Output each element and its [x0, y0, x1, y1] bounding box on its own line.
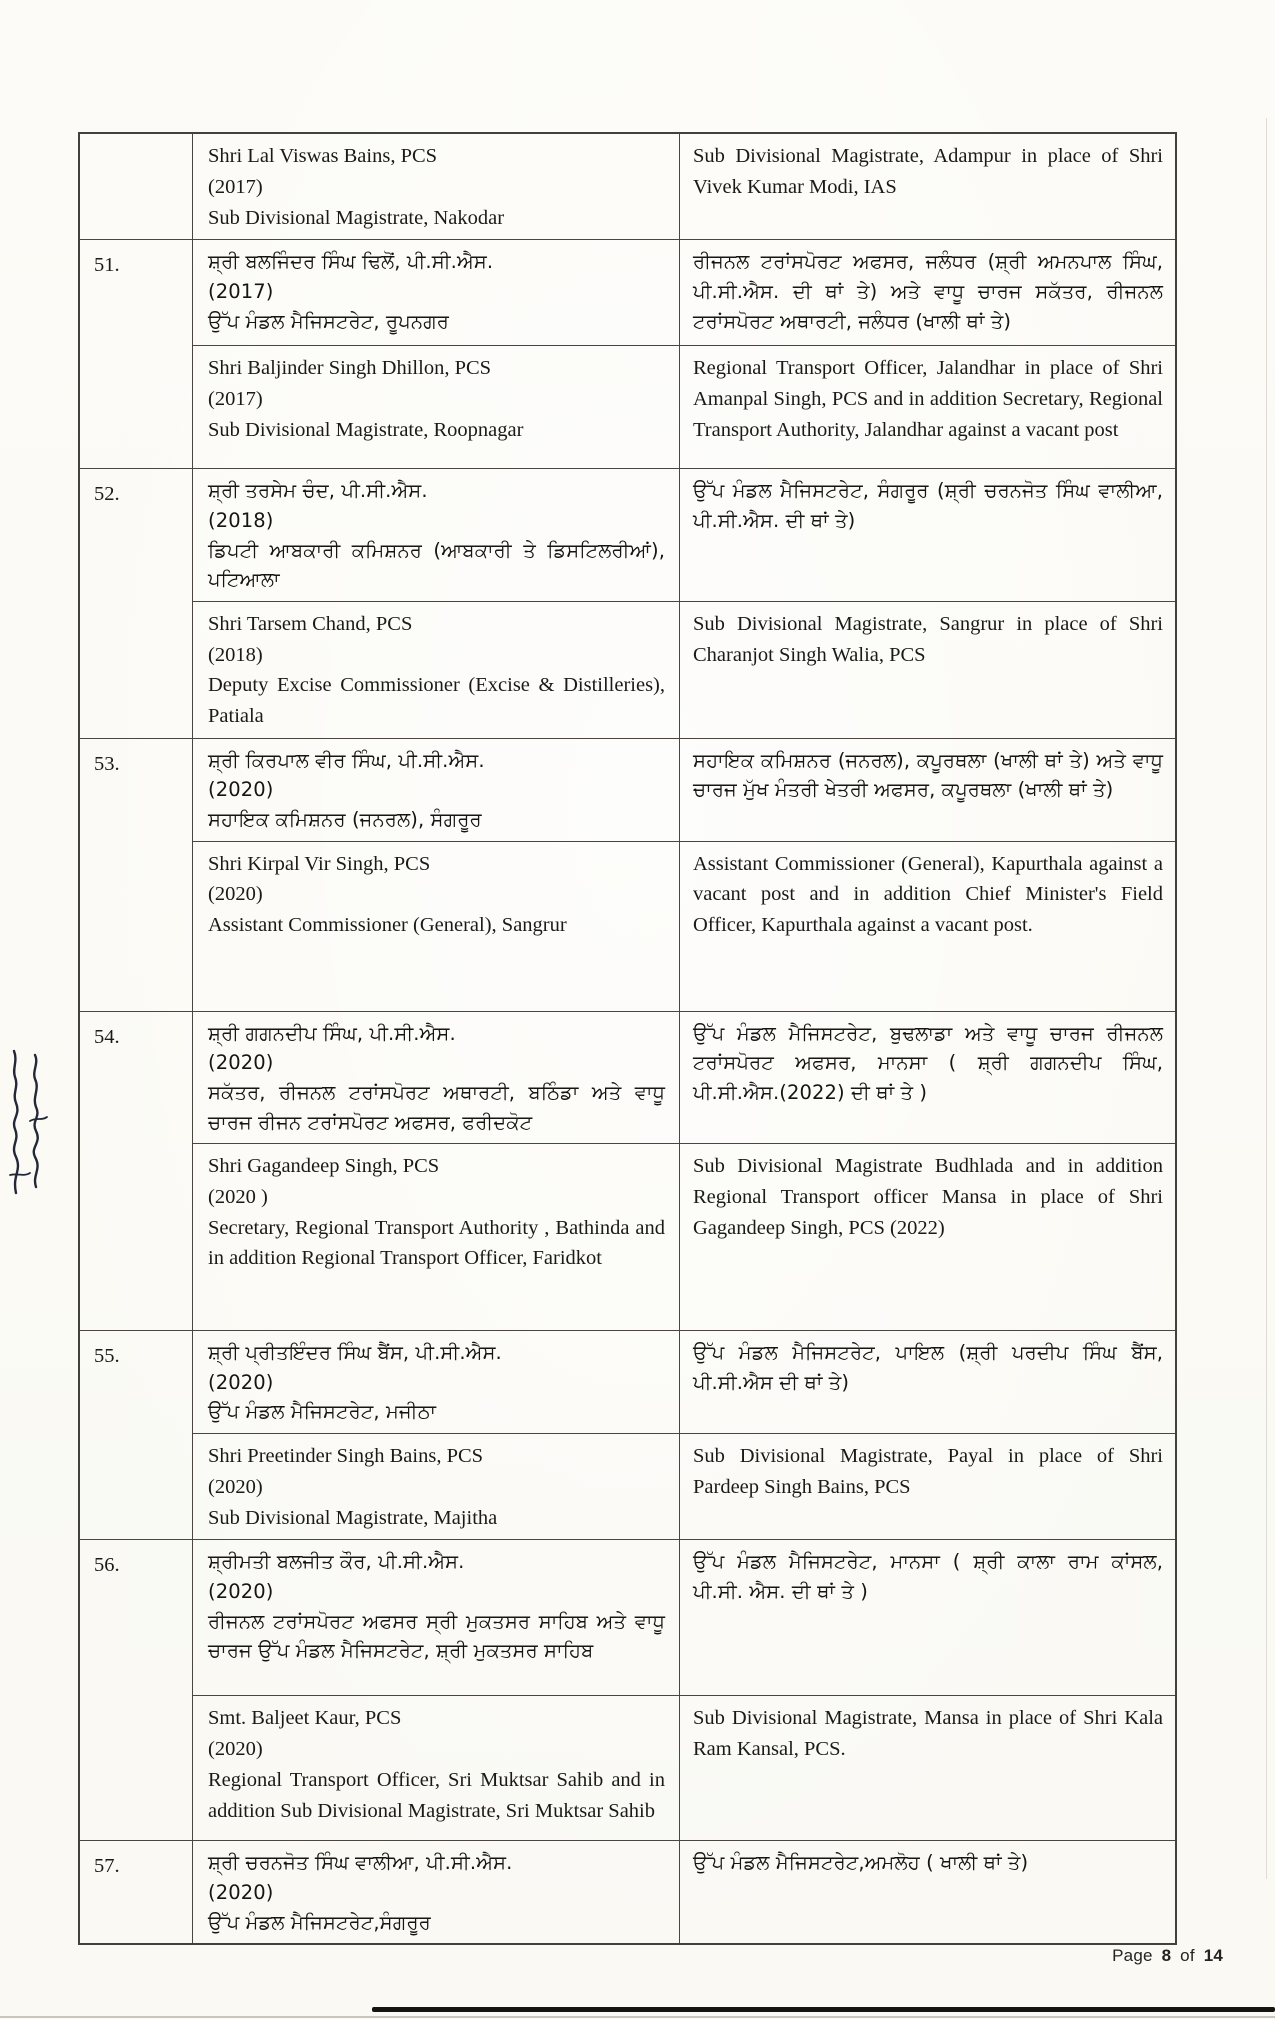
serial-number-cell: 53. [80, 739, 193, 1011]
officer-cell [193, 602, 680, 738]
officer-batch-year: (2017) [208, 175, 263, 198]
officer-designation: Assistant Commissioner (General), Sangrur [208, 914, 567, 937]
row-part-english [193, 841, 1175, 1011]
new-posting-cell: Assistant Commissioner (General), Kapurthala against a vacant post and in addition Chief Minister's Field Officer, Kapurthala against a vacant post. [693, 852, 1163, 937]
table-row [80, 468, 1175, 738]
officer-cell [193, 739, 680, 841]
handwritten-margin-note [2, 1025, 54, 1205]
officer-designation: ਡਿਪਟੀ ਆਬਕਾਰੀ ਕਮਿਸ਼ਨਰ (ਆਬਕਾਰੀ ਤੇ ਡਿਸਟਿਲਰੀਆਂ), ਪਟਿਆਲਾ [208, 538, 665, 592]
officer-designation: ਸਕੱਤਰ, ਰੀਜਨਲ ਟਰਾਂਸਪੋਰਟ ਅਥਾਰਟੀ, ਬਠਿੰਡਾ ਅਤੇ ਵਾਧੂ ਚਾਰਜ ਰੀਜਨ ਟਰਾਂਸਪੋਰਟ ਅਫਸਰ, ਫਰੀਦਕੋਟ [208, 1080, 665, 1134]
table-row [80, 1011, 1175, 1331]
officer-designation: ਉੱਪ ਮੰਡਲ ਮੈਜਿਸਟਰੇਟ, ਰੂਪਨਗਰ [208, 309, 450, 333]
officer-cell [193, 1331, 680, 1433]
scan-artifact-bottom-line [372, 2007, 1275, 2012]
officer-name: Shri Kirpal Vir Singh, PCS [208, 852, 431, 875]
officer-cell [193, 1540, 680, 1695]
new-posting-cell: ਉੱਪ ਮੰਡਲ ਮੈਜਿਸਟਰੇਟ, ਪਾਇਲ (ਸ਼੍ਰੀ ਪਰਦੀਪ ਸਿੰਘ ਬੈਂਸ, ਪੀ.ਸੀ.ਐਸ ਦੀ ਥਾਂ ਤੇ) [693, 1341, 1163, 1394]
officer-name: Shri Baljinder Singh Dhillon, PCS [208, 357, 492, 380]
serial-number-cell: 56. [80, 1540, 193, 1840]
officer-cell [193, 1434, 680, 1539]
row-part-punjabi [193, 1841, 1175, 1943]
row-parts [193, 739, 1175, 1011]
page-footer [1112, 1946, 1223, 1966]
officer-batch-year: (2020) [208, 1880, 274, 1904]
officer-name: Shri Tarsem Chand, PCS [208, 612, 413, 635]
officer-designation: Regional Transport Officer, Sri Muktsar Sahib and in addition Sub Divisional Magistrate, Sri Muktsar Sahib [208, 1768, 665, 1822]
table-row [80, 239, 1175, 468]
officer-designation: ਸਹਾਇਕ ਕਮਿਸ਼ਨਰ (ਜਨਰਲ), ਸੰਗਰੂਰ [208, 808, 482, 831]
officer-name: Shri Gagandeep Singh, PCS [208, 1155, 440, 1178]
officer-designation: Sub Divisional Magistrate, Majitha [208, 1506, 498, 1529]
row-parts [193, 1331, 1175, 1539]
new-posting-cell: ਉੱਪ ਮੰਡਲ ਮੈਜਿਸਟਰੇਟ, ਮਾਨਸਾ ( ਸ਼੍ਰੀ ਕਾਲਾ ਰਾਮ ਕਾਂਸਲ, ਪੀ.ਸੀ. ਐਸ. ਦੀ ਥਾਂ ਤੇ ) [693, 1550, 1163, 1603]
officer-batch-year: (2017) [208, 388, 263, 410]
row-parts [193, 1841, 1175, 1943]
serial-number-cell [80, 134, 193, 239]
table-row [80, 1840, 1175, 1943]
officer-cell [193, 842, 680, 1011]
officer-designation: Deputy Excise Commissioner (Excise & Distilleries), Patiala [208, 674, 665, 727]
new-posting-cell: Sub Divisional Magistrate, Payal in place of Shri Pardeep Singh Bains, PCS [693, 1445, 1163, 1498]
officer-designation: ਰੀਜਨਲ ਟਰਾਂਸਪੋਰਟ ਅਫਸਰ ਸ੍ਰੀ ਮੁਕਤਸਰ ਸਾਹਿਬ ਅਤੇ ਵਾਧੂ ਚਾਰਜ ਉੱਪ ਮੰਡਲ ਮੈਜਿਸਟਰੇਟ, ਸ਼੍ਰੀ ਮੁਕਤਸਰ ਸਾਹਿਬ [208, 1609, 665, 1663]
officer-name: ਸ਼੍ਰੀ ਚਰਨਜੋਤ ਸਿੰਘ ਵਾਲੀਆ, ਪੀ.ਸੀ.ਐਸ. [208, 1851, 513, 1875]
officer-name: ਸ਼੍ਰੀ ਕਿਰਪਾਲ ਵੀਰ ਸਿੰਘ, ਪੀ.ਸੀ.ਐਸ. [208, 748, 485, 772]
officer-batch-year: (2020) [208, 1370, 274, 1394]
serial-number-cell: 57. [80, 1841, 193, 1943]
row-part-english [193, 1143, 1175, 1330]
serial-number-cell: 51. [80, 240, 193, 468]
row-parts [193, 240, 1175, 468]
officer-batch-year: (2018) [208, 643, 263, 666]
officer-cell [193, 1144, 680, 1330]
officer-cell [193, 1012, 680, 1144]
row-part-english [193, 1433, 1175, 1539]
row-part-punjabi [193, 1012, 1175, 1144]
new-posting-cell: ਰੀਜਨਲ ਟਰਾਂਸਪੋਰਟ ਅਫਸਰ, ਜਲੰਧਰ (ਸ਼੍ਰੀ ਅਮਨਪਾਲ ਸਿੰਘ, ਪੀ.ਸੀ.ਐਸ. ਦੀ ਥਾਂ ਤੇ) ਅਤੇ ਵਾਧੂ ਚਾਰਜ ਸਕੱਤਰ, ਰੀਜਨਲ ਟਰਾਂਸਪੋਰਟ ਅਥਾਰਟੀ, ਜਲੰਧਰ (ਖਾਲੀ ਥਾਂ ਤੇ) [693, 250, 1163, 333]
officer-cell [193, 134, 680, 239]
new-posting-cell: Sub Divisional Magistrate, Adampur in place of Shri Vivek Kumar Modi, IAS [693, 145, 1163, 198]
officer-batch-year: (2017) [208, 279, 274, 303]
officer-name: ਸ਼੍ਰੀ ਪ੍ਰੀਤਇੰਦਰ ਸਿੰਘ ਬੈਂਸ, ਪੀ.ਸੀ.ਐਸ. [208, 1341, 502, 1365]
row-part-punjabi [193, 739, 1175, 841]
scan-artifact-right-edge [1266, 118, 1267, 1879]
officer-batch-year: (2020) [208, 1475, 263, 1498]
officer-batch-year: (2020) [208, 778, 274, 802]
footer-label-of: of [1180, 1946, 1195, 1965]
table-row [80, 1539, 1175, 1840]
officer-name: ਸ਼੍ਰੀ ਬਲਜਿੰਦਰ ਸਿੰਘ ਢਿਲੋਂ, ਪੀ.ਸੀ.ਐਸ. [208, 250, 494, 274]
row-part-punjabi [193, 1331, 1175, 1433]
officer-name: Smt. Baljeet Kaur, PCS [208, 1707, 402, 1730]
officer-cell [193, 1841, 680, 1943]
new-posting-cell: Sub Divisional Magistrate, Mansa in place of Shri Kala Ram Kansal, PCS. [693, 1707, 1163, 1760]
serial-number-cell: 54. [80, 1012, 193, 1331]
officer-batch-year: (2018) [208, 508, 274, 532]
row-part-english [193, 345, 1175, 468]
officer-batch-year: (2020) [208, 1579, 274, 1603]
officer-name: Shri Lal Viswas Bains, PCS [208, 145, 438, 167]
row-part-english [193, 1695, 1175, 1840]
officer-designation: ਉੱਪ ਮੰਡਲ ਮੈਜਿਸਟਰੇਟ, ਮਜੀਠਾ [208, 1400, 437, 1424]
officer-cell [193, 240, 680, 345]
row-part-english [193, 601, 1175, 738]
officer-designation: Secretary, Regional Transport Authority , Bathinda and in addition Regional Transport Officer, Faridkot [208, 1216, 665, 1270]
new-posting-cell: ਉੱਪ ਮੰਡਲ ਮੈਜਿਸਟਰੇਟ,ਅਮਲੋਹ ( ਖਾਲੀ ਥਾਂ ਤੇ) [693, 1851, 1029, 1875]
row-parts [193, 1012, 1175, 1331]
officer-name: ਸ਼੍ਰੀ ਗਗਨਦੀਪ ਸਿੰਘ, ਪੀ.ਸੀ.ਐਸ. [208, 1021, 456, 1045]
new-posting-cell: ਸਹਾਇਕ ਕਮਿਸ਼ਨਰ (ਜਨਰਲ), ਕਪੂਰਥਲਾ (ਖਾਲੀ ਥਾਂ ਤੇ) ਅਤੇ ਵਾਧੂ ਚਾਰਜ ਮੁੱਖ ਮੰਤਰੀ ਖੇਤਰੀ ਅਫਸਰ, ਕਪੂਰਥਲਾ (ਖਾਲੀ ਥਾਂ ਤੇ) [693, 748, 1163, 802]
officer-name: Shri Preetinder Singh Bains, PCS [208, 1445, 484, 1467]
row-part-punjabi [193, 240, 1175, 345]
table-row [80, 738, 1175, 1011]
row-part-punjabi [193, 469, 1175, 601]
new-posting-cell: ਉੱਪ ਮੰਡਲ ਮੈਜਿਸਟਰੇਟ, ਬੁਢਲਾਡਾ ਅਤੇ ਵਾਧੂ ਚਾਰਜ ਰੀਜਨਲ ਟਰਾਂਸਪੋਰਟ ਅਫਸਰ, ਮਾਨਸਾ ( ਸ਼੍ਰੀ ਗਗਨਦੀਪ ਸਿੰਘ, ਪੀ.ਸੀ.ਐਸ.(2022) ਦੀ ਥਾਂ ਤੇ ) [693, 1021, 1163, 1104]
row-parts [193, 1540, 1175, 1840]
officer-cell [193, 346, 680, 468]
serial-number-cell: 55. [80, 1331, 193, 1539]
page-number: 8 [1161, 1946, 1172, 1965]
scan-artifact-bottom-edge [0, 2016, 1275, 2018]
officer-name: ਸ਼੍ਰੀਮਤੀ ਬਲਜੀਤ ਕੌਰ, ਪੀ.ਸੀ.ਐਸ. [208, 1550, 465, 1574]
officer-cell [193, 1696, 680, 1840]
total-pages: 14 [1203, 1946, 1223, 1965]
officer-batch-year: (2020 ) [208, 1185, 268, 1208]
officer-batch-year: (2020) [208, 1738, 263, 1760]
row-parts [193, 469, 1175, 738]
table-row [80, 134, 1175, 239]
officer-designation: Sub Divisional Magistrate, Roopnagar [208, 418, 524, 441]
transfer-table [78, 132, 1177, 1945]
new-posting-cell: ਉੱਪ ਮੰਡਲ ਮੈਜਿਸਟਰੇਟ, ਸੰਗਰੂਰ (ਸ਼੍ਰੀ ਚਰਨਜੋਤ ਸਿੰਘ ਵਾਲੀਆ, ਪੀ.ਸੀ.ਐਸ. ਦੀ ਥਾਂ ਤੇ) [693, 479, 1163, 532]
row-parts [193, 134, 1175, 239]
new-posting-cell: Sub Divisional Magistrate, Sangrur in place of Shri Charanjot Singh Walia, PCS [693, 612, 1163, 666]
officer-cell [193, 469, 680, 601]
new-posting-cell: Regional Transport Officer, Jalandhar in place of Shri Amanpal Singh, PCS and in addition Secretary, Regional Transport Authority, Jalandhar against a vacant post [693, 357, 1163, 441]
table-row [80, 1330, 1175, 1539]
new-posting-cell: Sub Divisional Magistrate Budhlada and in addition Regional Transport officer Mansa in place of Shri Gagandeep Singh, PCS (2022) [693, 1155, 1163, 1239]
serial-number-cell: 52. [80, 469, 193, 738]
officer-batch-year: (2020) [208, 883, 263, 906]
officer-name: ਸ਼੍ਰੀ ਤਰਸੇਮ ਚੰਦ, ਪੀ.ਸੀ.ਐਸ. [208, 479, 428, 503]
officer-designation: ਉੱਪ ਮੰਡਲ ਮੈਜਿਸਟਰੇਟ,ਸੰਗਰੂਰ [208, 1910, 431, 1934]
handwriting-icon [2, 1025, 54, 1205]
row-part-english [193, 134, 1175, 239]
footer-label-page: Page [1112, 1946, 1153, 1965]
officer-designation: Sub Divisional Magistrate, Nakodar [208, 206, 505, 229]
officer-batch-year: (2020) [208, 1051, 274, 1075]
row-part-punjabi [193, 1540, 1175, 1695]
